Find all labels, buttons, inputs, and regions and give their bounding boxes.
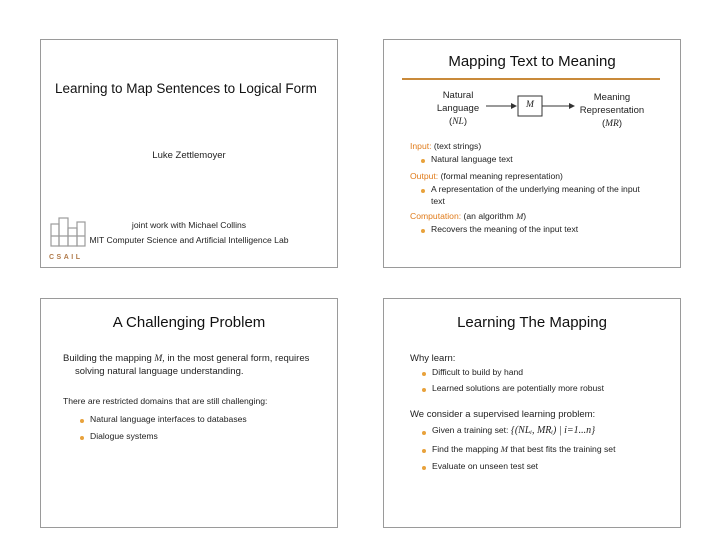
slide3-title-wrap [41, 314, 337, 331]
bullet-dot [421, 229, 425, 233]
slide3-bullet-1: Natural language interfaces to databases [90, 414, 247, 424]
computation-desc-post: ) [523, 211, 527, 221]
natural-text: Natural [442, 90, 474, 101]
csail-logo [49, 214, 89, 261]
computation-desc-pre: (an algorithm [463, 211, 514, 221]
slide4-why: Why learn: [410, 353, 456, 364]
input-label: Input: [410, 141, 432, 151]
para1-pre: Building the mapping [63, 353, 152, 364]
input-line [410, 141, 481, 151]
joint-work: joint work with Michael Collins [131, 220, 247, 230]
computation-desc-var: M [516, 211, 524, 221]
logo-building-1 [51, 224, 59, 246]
bullet-dot [422, 431, 426, 435]
mr-abbr [570, 117, 654, 131]
mr-abbr-text: MR [605, 119, 619, 129]
lab-name: MIT Computer Science and Artificial Intelligence Lab [89, 235, 289, 245]
bullet-dot [421, 159, 425, 163]
slide3-bullet-2: Dialogue systems [90, 431, 158, 441]
m-box-label: M [526, 100, 534, 110]
slide3-para2: There are restricted domains that are still challenging: [63, 396, 268, 406]
bullet2-var: M [500, 444, 508, 454]
output-line [410, 171, 563, 181]
nl-close-paren: ) [463, 116, 467, 127]
slide4-title: Learning The Mapping [457, 314, 607, 331]
bullet-dot [422, 449, 426, 453]
bullet1-math: {(NLᵢ, MRᵢ) | i=1...n} [510, 425, 596, 436]
slide4-why-bullet-1: Difficult to build by hand [432, 367, 524, 377]
representation-text: Representation [579, 105, 645, 116]
bullet1-pre: Given a training set: [432, 425, 509, 435]
para1-post: in the most general form, requires [167, 353, 310, 364]
logo-building-4 [77, 222, 85, 246]
slide3-title: A Challenging Problem [112, 314, 266, 331]
bullet-dot [80, 436, 84, 440]
bullet-dot [422, 372, 426, 376]
bullet-dot [422, 466, 426, 470]
slide4-title-wrap [384, 314, 680, 331]
slide-learning [383, 298, 681, 528]
slide-title [40, 39, 338, 268]
author-name: Luke Zettlemoyer [152, 150, 226, 161]
slide4-bullet-3: Evaluate on unseen test set [432, 461, 539, 471]
slide1-title: Learning to Map Sentences to Logical Form [55, 81, 317, 96]
meaning-text: Meaning [593, 92, 631, 103]
output-bullet-1: A representation of the underlying meaning of the input [431, 184, 640, 194]
input-bullet: Natural language text [431, 154, 513, 164]
csail-logo-graphic [49, 214, 89, 250]
slide4-bullet-1 [432, 425, 595, 436]
output-bullet-2: text [431, 196, 445, 206]
bullet-dot [80, 419, 84, 423]
bullet2-post: that best fits the training set [510, 444, 616, 454]
slide4-bullet-2 [432, 444, 615, 454]
slide1-author [41, 150, 337, 161]
title-rule [402, 78, 660, 80]
mr-open-paren: ( [601, 118, 606, 129]
computation-line [410, 211, 526, 221]
bullet-dot [421, 189, 425, 193]
slide2-title: Mapping Text to Meaning [448, 53, 616, 70]
logo-building-2 [59, 218, 68, 246]
slide4-consider: We consider a supervised learning problem: [410, 409, 596, 420]
computation-bullet: Recovers the meaning of the input text [431, 224, 579, 234]
bullet2-pre: Find the mapping [432, 444, 499, 454]
nl-abbr [424, 115, 492, 129]
logo-text: CSAIL [49, 254, 83, 261]
output-desc: (formal meaning representation) [440, 171, 563, 181]
output-label: Output: [410, 171, 439, 181]
language-text: Language [436, 103, 480, 114]
slide-challenging [40, 298, 338, 528]
nl-abbr-text: NL [452, 117, 464, 127]
input-desc: (text strings) [433, 141, 482, 151]
mr-close-paren: ) [618, 118, 623, 129]
slide3-para1 [63, 353, 309, 364]
slide3-para1-line2: solving natural language understanding. [75, 366, 244, 377]
slide2-title-wrap [384, 53, 680, 70]
diagram-output-label [570, 91, 654, 131]
logo-building-3 [68, 228, 77, 246]
para1-var: M, [154, 354, 165, 364]
computation-label: Computation: [410, 211, 462, 221]
bullet-dot [422, 388, 426, 392]
slide-mapping [383, 39, 681, 268]
diagram-input-label [424, 89, 492, 129]
slide4-why-bullet-2: Learned solutions are potentially more robust [432, 383, 604, 393]
nl-open-paren: ( [449, 116, 453, 127]
